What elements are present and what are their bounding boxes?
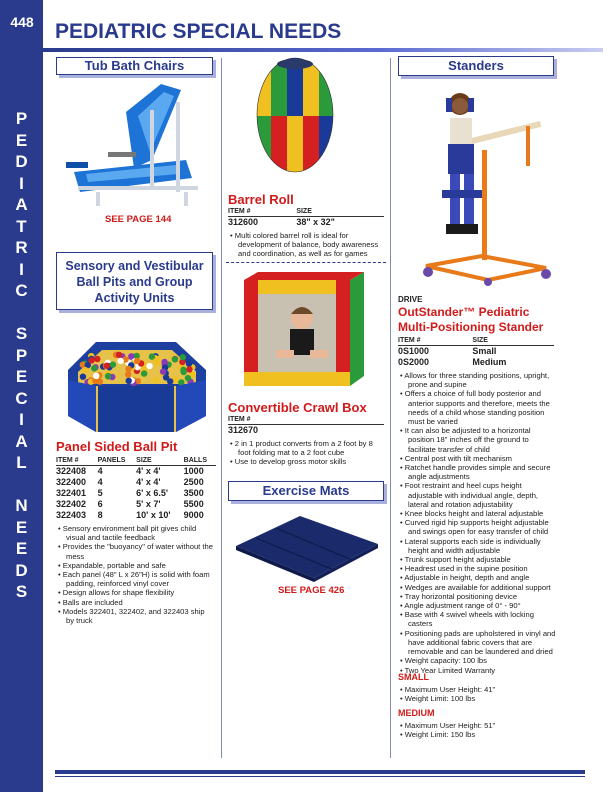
ball-pit-cell: 322402 [56,499,87,509]
ball [146,363,152,369]
sidebar-letter: D [15,560,28,580]
stander-image [416,90,556,286]
stander-bullet: • Angle adjustment range of 0° - 90° [400,601,558,610]
header-rule [43,48,603,52]
ball [125,366,131,372]
stander-cell: Medium [472,357,507,367]
stander-bullet: • Tray horizontal positioning device [400,592,558,601]
stander-bullet: • Lateral supports each side is individually height and width adjustable [400,537,558,555]
ball-pit-bullet: • Each panel (48" L x 26"H) is solid with foam padding, reinforced vinyl cover [58,570,214,588]
stander-title-line2: Multi-Positioning Stander [398,320,544,334]
crawl-box-title: Convertible Crawl Box [228,400,367,415]
stander-bullet: • Knee blocks height and lateral adjustable [400,509,558,518]
sidebar-vertical-title [0,108,43,603]
crawl-box-bullet: • 2 in 1 product converts from a 2 foot by 8 foot folding mat to a 2 foot cube [230,439,380,457]
ball [94,356,100,362]
ball [117,358,123,364]
ball [91,365,97,371]
sidebar-letter [0,474,43,496]
sidebar-letter: E [15,539,28,558]
barrel-roll-table [228,208,384,228]
ball-pit-row [56,466,216,478]
barrel-roll-bullet: • Multi colored barrel roll is ideal for development of balance, body awareness and coordination, as well as for games [230,231,380,259]
sidebar-letter: E [15,130,28,150]
stander-row [398,346,554,358]
stander-col-header: ITEM # [398,337,472,346]
barrel-roll-image [255,56,335,174]
ball [149,353,155,359]
sidebar-letter: A [15,195,28,214]
stander-cell: 0S1000 [398,346,430,356]
stander-bullet: • Ratchet handle provides simple and secure angle adjustments [400,463,558,481]
sidebar-letter: N [15,496,28,515]
ball-pit-cell: 9000 [183,510,204,520]
tub-bath-chair-image [56,82,216,210]
exercise-mats-see-page: SEE PAGE 426 [278,585,345,596]
crawl-box-image [240,272,368,390]
stander-bullet: • Headrest used in the supine position [400,564,558,573]
page-number: 448 [10,14,34,30]
ball-pit-col-header: SIZE [136,457,184,466]
ball-pit-cell: 3500 [183,488,204,498]
ball [153,377,159,383]
medium-bullets [400,721,556,739]
ball [93,373,99,379]
sidebar-letter: I [19,259,24,279]
small-bullet: • Maximum User Height: 41" [400,685,556,694]
barrel-roll-bullets [230,231,380,259]
exercise-mats-heading: Exercise Mats [228,481,384,501]
ball-pit-cell: 5' x 7' [136,499,161,509]
stander-bullet: • Base with 4 swivel wheels with locking casters [400,610,558,628]
ball-pit-cell: 322401 [56,488,87,498]
sidebar-letter: P [15,109,28,128]
column-divider-1 [221,58,222,758]
barrel-roll-col-header: SIZE [296,208,384,217]
crawl-box-bullet: • Use to develop gross motor skills [230,457,380,466]
sidebar-letter [0,302,43,324]
stander-cell: Small [472,346,497,356]
ball [172,356,178,362]
ball-pit-row [56,477,216,488]
stander-bullet: • Positioning pads are upholstered in vinyl and have additional fabric covers that are removable and can be laundered and dried [400,629,558,657]
crawl-box-bullets [230,439,380,467]
barrel-roll-title: Barrel Roll [228,192,294,207]
stander-title-line1: OutStander™ Pediatric [398,305,530,319]
ball-pit-bullet: • Expandable, portable and safe [58,561,214,570]
tub-bath-see-page: SEE PAGE 144 [105,214,172,225]
stander-bullet: • It can also be adjusted to a horizontal position 18" inches off the ground to facilitate transfer of child [400,426,558,454]
barrel-roll-cell: 312600 [228,217,259,227]
ball [180,354,186,360]
ball-pit-bullet: • Design allows for shape flexibility [58,588,214,597]
ball-pit-bullets [58,524,214,625]
ball-pit-cell: 4 [97,477,103,487]
ball-pit-cell: 5500 [183,499,204,509]
ball-pit-bullet: • Sensory environment ball pit gives child visual and tactile feedback [58,524,214,542]
crawl-box-row [228,425,384,437]
column-divider-2 [390,58,391,758]
ball [97,378,103,384]
ball-pit-cell: 6 [97,499,103,509]
ball-pit-image [56,320,216,434]
tub-bath-heading: Tub Bath Chairs [56,57,213,75]
small-bullets [400,685,556,703]
ball [104,363,110,369]
ball [88,357,94,363]
exercise-mat-image [232,512,382,582]
sidebar-letter: A [15,431,28,451]
crawl-box-col-header: ITEM # [228,416,384,425]
medium-label: MEDIUM [398,708,435,718]
ball-pit-bullet: • Balls are included [58,598,214,607]
ball [80,373,86,379]
ball [110,361,116,367]
barrel-divider [226,262,386,263]
stander-bullet: • Curved rigid hip supports height adjustable and swings open for easy transfer of child [400,518,558,536]
crawl-box-table [228,416,384,436]
ball [163,374,169,380]
stander-bullet: • Trunk support height adjustable [400,555,558,564]
ball-pit-cell: 6' x 6.5' [136,488,168,498]
ball [128,353,134,359]
stander-brand: DRIVE [398,295,423,304]
ball-pit-table [56,457,216,521]
ball-pit-cell: 8 [97,510,103,520]
stander-col-header: SIZE [472,337,554,346]
barrel-roll-col-header: ITEM # [228,208,296,217]
ball [126,378,132,384]
sidebar-letter: S [15,324,28,343]
ball [155,356,161,362]
medium-bullet: • Weight Limit: 150 lbs [400,730,556,739]
sidebar-letter: C [15,388,28,408]
ball-pit-bullet: • Provides the "buoyancy" of water without the mess [58,542,214,560]
stander-bullet: • Central post with tilt mechanism [400,454,558,463]
sidebar-letter: P [15,345,28,365]
stander-cell: 0S2000 [398,357,430,367]
sidebar-letter: T [16,216,27,236]
ball-pit-col-header: ITEM # [56,457,98,466]
ball [116,352,122,358]
small-label: SMALL [398,672,429,682]
small-bullet: • Weight Limit: 100 lbs [400,694,556,703]
sidebar-letter: I [19,173,24,193]
ball [125,371,131,377]
stander-bullet: • Foot restraint and heel cups height adjustable with individual angle, depth, lateral and rotation adjustability [400,481,558,509]
ball-pit-cell: 4' x 4' [136,466,161,476]
ball-pit-col-header: PANELS [98,457,137,466]
sidebar-letter: L [16,453,27,472]
stander-bullet: • Two Year Limited Warranty [400,666,558,675]
ball-pit-cell: 322400 [56,477,87,487]
stander-bullet: • Allows for three standing positions, upright, prone and supine [400,371,558,389]
barrel-roll-cell: 38" x 32" [296,217,335,227]
stander-bullets [400,371,558,675]
ball-pit-bullet: • Models 322401, 322402, and 322403 ship by truck [58,607,214,625]
sensory-heading: Sensory and Vestibular Ball Pits and Group Activity Units [56,252,213,310]
ball [186,361,192,367]
stander-table [398,337,554,368]
ball-pit-row [56,488,216,499]
ball [82,367,88,373]
stander-bullet: • Adjustable in height, depth and angle [400,573,558,582]
ball-pit-cell: 4 [97,466,103,476]
ball [180,369,186,375]
ball [186,366,192,372]
sidebar-letter: S [15,582,28,601]
ball [141,370,147,376]
ball-pit-col-header: BALLS [184,457,216,466]
sidebar-letter: R [15,238,28,257]
sidebar-letter: E [15,517,28,537]
crawl-box-cell: 312670 [228,425,259,435]
ball-pit-row [56,510,216,521]
sidebar-letter: C [15,281,28,300]
stander-bullet: • Offers a choice of full body posterior and anterior supports and therefore, meets the needs of a child whose standing position must be varied [400,389,558,426]
sidebar-letter: I [19,410,24,429]
ball-pit-cell: 2500 [183,477,204,487]
stander-row [398,357,554,368]
ball-pit-title: Panel Sided Ball Pit [56,439,178,454]
sidebar-letter: D [15,152,28,171]
standers-heading: Standers [398,56,554,76]
footer-rule-thin [55,776,585,777]
stander-bullet: • Wedges are available for additional support [400,583,558,592]
ball [105,373,111,379]
stander-bullet: • Weight capacity: 100 lbs [400,656,558,665]
ball-pit-cell: 1000 [183,466,204,476]
barrel-roll-row [228,217,384,229]
ball [185,375,191,381]
ball-pit-cell: 322403 [56,510,87,520]
ball-pit-cell: 10' x 10' [136,510,171,520]
ball-pit-row [56,499,216,510]
medium-bullet: • Maximum User Height: 51" [400,721,556,730]
page-header [43,12,612,46]
page-title: PEDIATRIC SPECIAL NEEDS [55,20,342,43]
ball-pit-cell: 4' x 4' [136,477,161,487]
footer-rule [55,770,585,774]
ball [134,358,140,364]
ball [160,368,166,374]
ball-pit-cell: 322408 [56,466,87,476]
ball-pit-cell: 5 [97,488,103,498]
sidebar-letter: E [15,367,28,386]
